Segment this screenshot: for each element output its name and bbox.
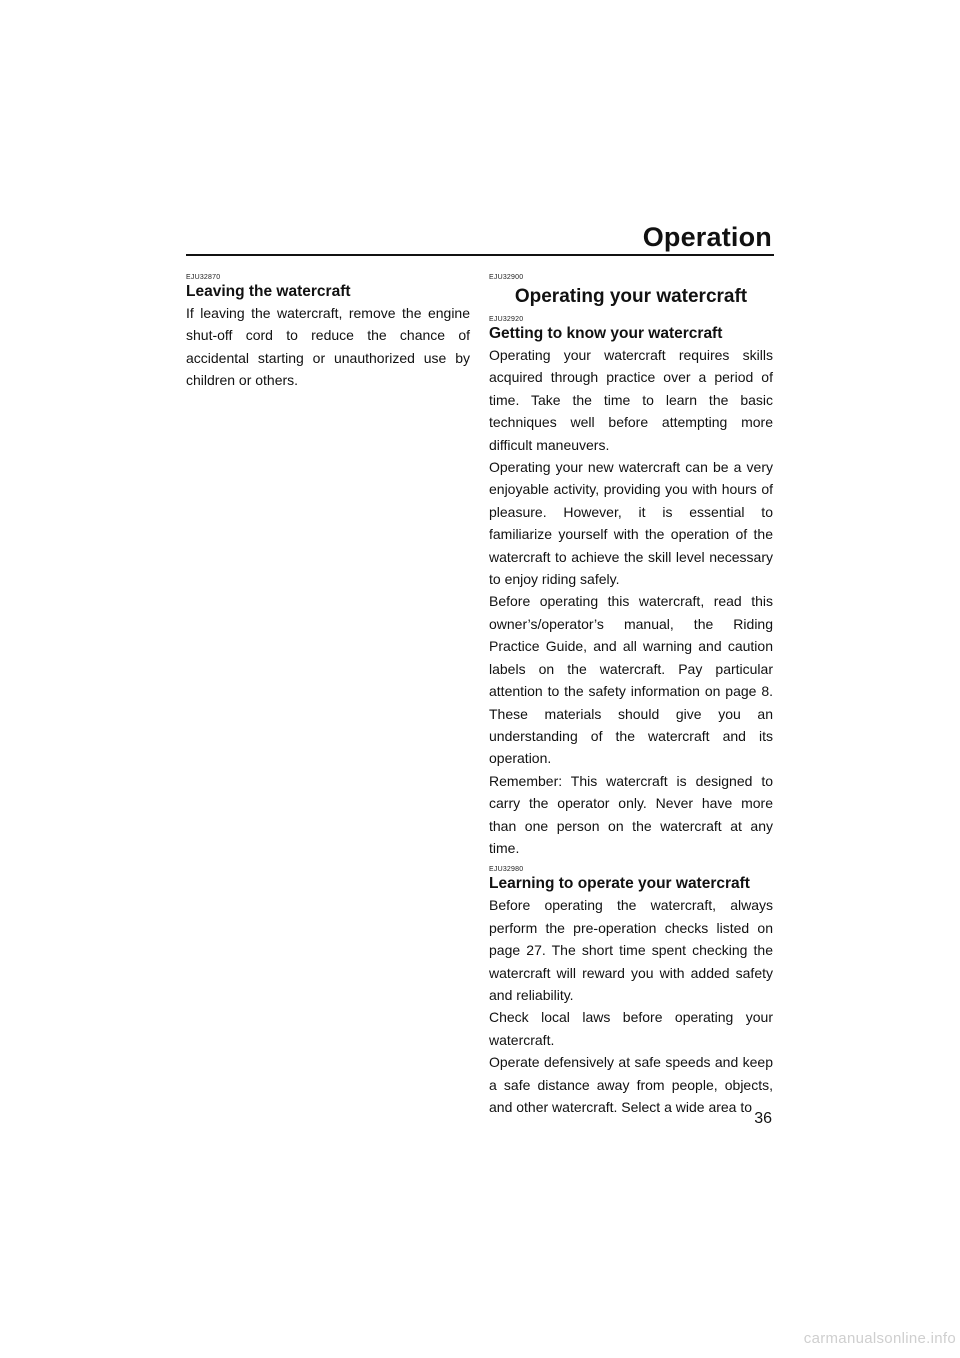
paragraph: If leaving the watercraft, remove the engine shut-off cord to reduce the chance of accidental starting or unauthorized use by children or others. xyxy=(186,305,470,389)
page-header-title: Operation xyxy=(642,222,772,252)
watermark-text: carmanualsonline.info xyxy=(803,1330,956,1347)
section-code: EJU32870 xyxy=(186,274,221,281)
left-column xyxy=(186,268,470,392)
paragraph: Remember: This watercraft is designed to carry the operator only. Never have more than one person on the watercraft at any time. xyxy=(489,772,773,856)
paragraph: Before operating the watercraft, always perform the pre-operation checks listed on page 27. The short time spent checking the watercraft will reward you with added safety and reliability. xyxy=(489,897,773,1003)
paragraph: Before operating this watercraft, read this owner’s/operator’s manual, the Riding Practice Guide, and all warning and caution labels on the watercraft. Pay particular attention to the safety information on page 8. These materials should give you an understanding of the watercraft and its operation. xyxy=(489,593,773,767)
page-number: 36 xyxy=(754,1110,772,1127)
subsection-code: EJU32980 xyxy=(489,866,524,874)
heading-leaving-watercraft: Leaving the watercraft xyxy=(186,283,351,300)
paragraph: Operating your new watercraft can be a very enjoyable activity, providing you with hours of pleasure. However, it is essential to familiarize yourself with the operation of the watercraft to achieve the skill level necessary to enjoy riding safely. xyxy=(489,459,773,588)
header-rule xyxy=(186,254,774,256)
section-code: EJU32900 xyxy=(489,274,524,281)
subsection-code: EJU32920 xyxy=(489,316,524,323)
paragraph: Check local laws before operating your watercraft. xyxy=(489,1009,773,1048)
heading-learning-to-operate: Learning to operate your watercraft xyxy=(489,875,750,893)
right-column xyxy=(489,268,773,1118)
paragraph: Operating your watercraft requires skills acquired through practice over a period of time. Take the time to learn the basic techniques well before attempting more difficult maneuvers. xyxy=(489,347,773,453)
heading-getting-to-know: Getting to know your watercraft xyxy=(489,325,723,342)
section-title: Operating your watercraft xyxy=(514,286,748,307)
paragraph: Operate defensively at safe speeds and keep a safe distance away from people, objects, and other watercraft. Select a wide area to xyxy=(489,1054,773,1115)
